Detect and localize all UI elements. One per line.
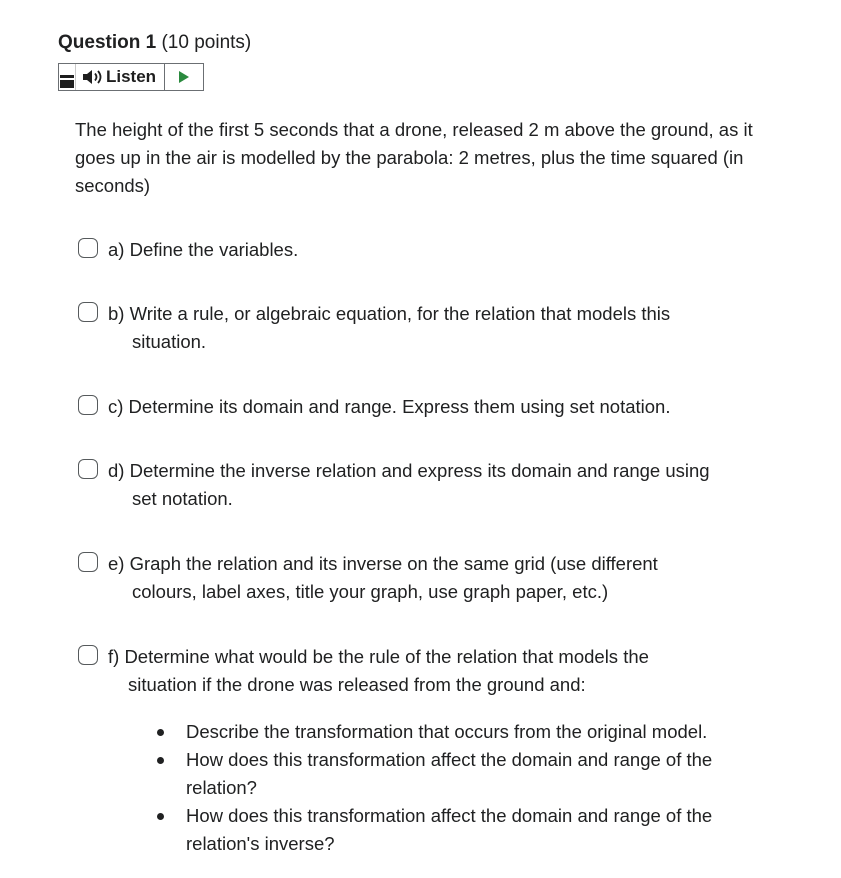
task-c-label: c) Determine its domain and range. Express them using set notation. [108, 396, 671, 417]
listen-toolbar [58, 63, 204, 91]
question-header [58, 31, 251, 55]
play-button[interactable] [165, 64, 203, 90]
question-prompt: The height of the first 5 seconds that a drone, released 2 m above the ground, as it goes up in the air is modelled by the parabola: 2 metres, plus the time squared (in seconds) [75, 119, 753, 196]
task-b-label: b) Write a rule, or algebraic equation, for the relation that models this situation. [108, 303, 671, 352]
list-item: How does this transformation affect the domain and range of the relation's inverse? [157, 802, 777, 858]
bullet-icon [157, 757, 164, 764]
speaker-icon [82, 69, 104, 85]
task-a-label: a) Define the variables. [108, 239, 299, 260]
task-a-checkbox[interactable] [78, 238, 98, 258]
play-icon [179, 71, 189, 83]
bullet-icon [157, 729, 164, 736]
task-b-checkbox[interactable] [78, 302, 98, 322]
task-e-checkbox[interactable] [78, 552, 98, 572]
task-e-label: e) Graph the relation and its inverse on the same grid (use different colours, label axes, title your graph, use graph paper, etc.) [108, 553, 658, 602]
task-d-label: d) Determine the inverse relation and express its domain and range using set notation. [108, 460, 710, 509]
task-f-checkbox[interactable] [78, 645, 98, 665]
task-c-checkbox[interactable] [78, 395, 98, 415]
bullet-icon [157, 813, 164, 820]
task-f-subitems [157, 718, 777, 858]
task-d-checkbox[interactable] [78, 459, 98, 479]
question-title: Question 1 [58, 32, 157, 53]
list-item: How does this transformation affect the domain and range of the relation? [157, 746, 777, 802]
listen-label: Listen [106, 67, 157, 86]
question-points: (10 points) [161, 32, 252, 53]
listen-button[interactable] [76, 64, 165, 90]
list-item: Describe the transformation that occurs from the original model. [157, 718, 777, 746]
toolbar-menu-icon[interactable] [59, 64, 76, 90]
task-f-label: f) Determine what would be the rule of the relation that models the situation if the drone was released from the ground and: [108, 646, 649, 695]
